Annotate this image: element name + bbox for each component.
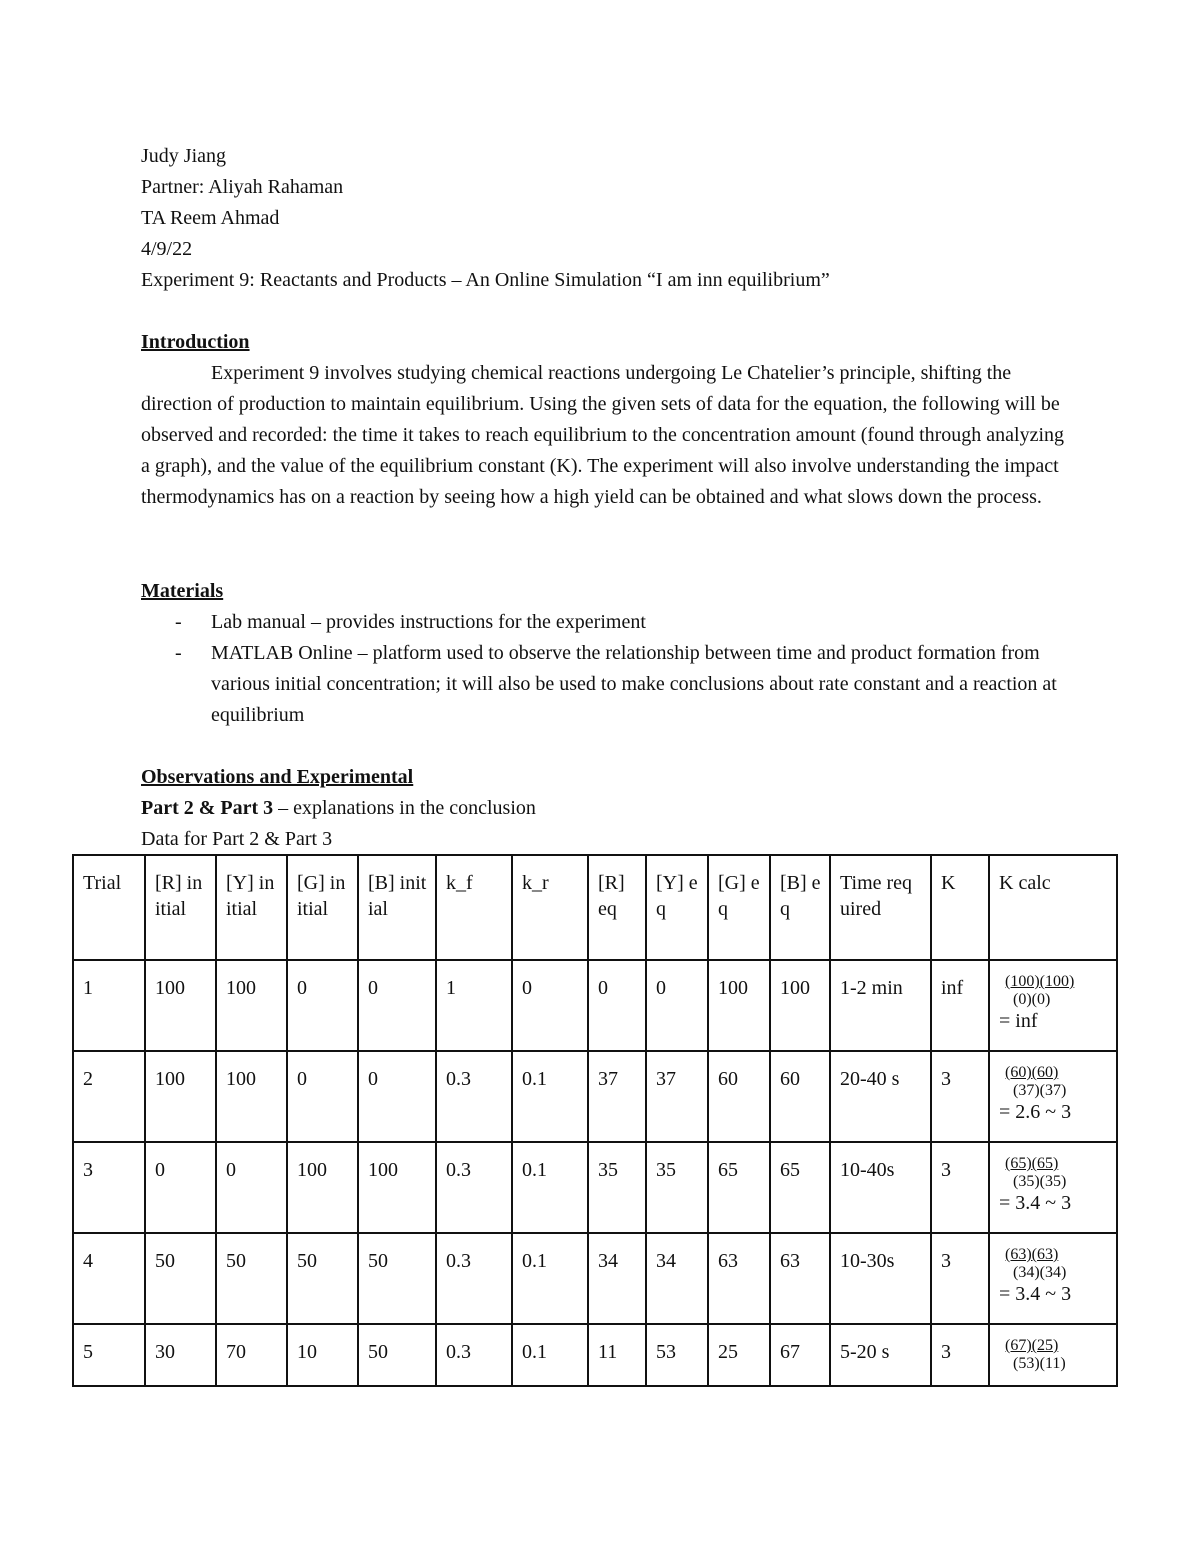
table-cell: 1 [73, 960, 145, 1051]
k-calc-result: = 2.6 ~ 3 [999, 1101, 1072, 1123]
table-row [73, 1142, 1117, 1233]
list-dash: - [175, 642, 182, 664]
fraction-denominator: (34)(34) [1013, 1264, 1067, 1281]
table-cell: 5 [73, 1324, 145, 1386]
table-cell: 100 [358, 1142, 436, 1233]
table-cell: 70 [216, 1324, 287, 1386]
table-cell: 3 [931, 1233, 989, 1324]
k-calc-fraction [999, 1246, 1108, 1282]
table-cell: 10-30s [830, 1233, 931, 1324]
table-cell: 10 [287, 1324, 358, 1386]
table-cell: 4 [73, 1233, 145, 1324]
table-cell: 100 [216, 960, 287, 1051]
table-cell: 65 [770, 1142, 830, 1233]
column-header: [R] initial [145, 855, 216, 960]
materials-list [141, 607, 1066, 731]
ta-line: TA Reem Ahmad [141, 207, 280, 229]
material-text: Lab manual – provides instructions for the experiment [211, 611, 646, 633]
table-cell: 3 [931, 1051, 989, 1142]
table-cell: 0 [512, 960, 588, 1051]
table-cell: 11 [588, 1324, 646, 1386]
table-cell: 0 [287, 1051, 358, 1142]
list-item [141, 607, 1066, 638]
column-header: [Y] initial [216, 855, 287, 960]
table-cell: 37 [646, 1051, 708, 1142]
column-header: [Y] eq [646, 855, 708, 960]
partner-line: Partner: Aliyah Rahaman [141, 176, 344, 198]
column-header: K [931, 855, 989, 960]
table-cell: 37 [588, 1051, 646, 1142]
table-cell: 50 [216, 1233, 287, 1324]
table-cell: 100 [708, 960, 770, 1051]
table-cell: 50 [287, 1233, 358, 1324]
table-cell: 0 [646, 960, 708, 1051]
table-cell: 1 [436, 960, 512, 1051]
table-cell: 50 [145, 1233, 216, 1324]
table-cell: 20-40 s [830, 1051, 931, 1142]
k-calc-fraction [999, 1155, 1108, 1191]
table-cell: 0.1 [512, 1142, 588, 1233]
table-cell: 0.1 [512, 1233, 588, 1324]
table-cell: inf [931, 960, 989, 1051]
table-row [73, 1233, 1117, 1324]
table-cell: 100 [216, 1051, 287, 1142]
table-caption: Data for Part 2 & Part 3 [141, 828, 333, 850]
table-cell: 0.3 [436, 1324, 512, 1386]
k-calc-fraction [999, 973, 1108, 1009]
table-cell: 35 [646, 1142, 708, 1233]
table-cell: 25 [708, 1324, 770, 1386]
table-cell: 2 [73, 1051, 145, 1142]
fraction-denominator: (53)(11) [1013, 1355, 1066, 1372]
table-cell: 0.1 [512, 1051, 588, 1142]
column-header: [B] initial [358, 855, 436, 960]
column-header: [G] initial [287, 855, 358, 960]
table-cell: 63 [708, 1233, 770, 1324]
k-calc-result: = inf [999, 1010, 1038, 1032]
table-cell: 0.3 [436, 1233, 512, 1324]
fraction-denominator: (35)(35) [1013, 1173, 1067, 1190]
k-calc-result: = 3.4 ~ 3 [999, 1283, 1072, 1305]
introduction-body: Experiment 9 involves studying chemical reactions undergoing Le Chatelier’s principle, shifting the direction of production to maintain equilibrium. Using the given sets of data for the equation, the following will be observed and recorded: the time it takes to reach equilibrium to the concentration amount (found through analyzing a graph), and the value of the equilibrium constant (K). The experiment will also involve understanding the impact thermodynamics has on a reaction by seeing how a high yield can be obtained and what slows down the process. [141, 362, 1065, 508]
fraction-numerator: (63)(63) [1005, 1246, 1059, 1263]
table-cell: 50 [358, 1324, 436, 1386]
table-cell: 30 [145, 1324, 216, 1386]
table-cell: 0 [358, 1051, 436, 1142]
table-cell: 35 [588, 1142, 646, 1233]
k-calc-cell [989, 1142, 1117, 1233]
column-header: [G] eq [708, 855, 770, 960]
k-calc-cell [989, 1324, 1117, 1386]
fraction-numerator: (60)(60) [1005, 1064, 1059, 1081]
table-cell: 0 [287, 960, 358, 1051]
table-cell: 60 [708, 1051, 770, 1142]
table-cell: 3 [73, 1142, 145, 1233]
k-calc-cell [989, 960, 1117, 1051]
table-cell: 3 [931, 1142, 989, 1233]
column-header: K calc [989, 855, 1117, 960]
table-cell: 0 [588, 960, 646, 1051]
table-cell: 3 [931, 1324, 989, 1386]
fraction-numerator: (65)(65) [1005, 1155, 1059, 1172]
material-text: MATLAB Online – platform used to observe the relationship between time and product formation from various initial concentration; it will also be used to make conclusions about rate constant and a reaction at equilibrium [211, 642, 1057, 726]
column-header: k_f [436, 855, 512, 960]
fraction-denominator: (0)(0) [1013, 991, 1051, 1008]
table-cell: 100 [145, 960, 216, 1051]
data-table [72, 854, 1118, 1387]
fraction-numerator: (67)(25) [1005, 1337, 1059, 1354]
subheading-bold: Part 2 & Part 3 [141, 797, 274, 819]
k-calc-result: = 3.4 ~ 3 [999, 1192, 1072, 1214]
column-header: k_r [512, 855, 588, 960]
table-cell: 0 [145, 1142, 216, 1233]
list-dash: - [175, 611, 182, 633]
k-calc-fraction [999, 1064, 1108, 1100]
column-header: Time required [830, 855, 931, 960]
date-line: 4/9/22 [141, 238, 193, 260]
subheading-rest: – explanations in the conclusion [273, 797, 536, 819]
k-calc-cell [989, 1051, 1117, 1142]
table-cell: 100 [770, 960, 830, 1051]
table-row [73, 1051, 1117, 1142]
header-row [73, 855, 1117, 960]
fraction-denominator: (37)(37) [1013, 1082, 1067, 1099]
table-cell: 0 [358, 960, 436, 1051]
k-calc-fraction [999, 1337, 1108, 1373]
table-cell: 100 [287, 1142, 358, 1233]
table-cell: 63 [770, 1233, 830, 1324]
observations-subheading [141, 793, 536, 824]
table-cell: 65 [708, 1142, 770, 1233]
table-cell: 10-40s [830, 1142, 931, 1233]
column-header: [R] eq [588, 855, 646, 960]
k-calc-cell [989, 1233, 1117, 1324]
table-cell: 5-20 s [830, 1324, 931, 1386]
table-cell: 34 [588, 1233, 646, 1324]
table-cell: 34 [646, 1233, 708, 1324]
observations-heading: Observations and Experimental [141, 766, 414, 788]
introduction-heading: Introduction [141, 331, 250, 353]
column-header: [B] eq [770, 855, 830, 960]
fraction-numerator: (100)(100) [1005, 973, 1075, 990]
table-cell: 0 [216, 1142, 287, 1233]
experiment-title: Experiment 9: Reactants and Products – An Online Simulation “I am inn equilibrium” [141, 269, 830, 291]
table-cell: 67 [770, 1324, 830, 1386]
table-cell: 0.1 [512, 1324, 588, 1386]
table-cell: 0.3 [436, 1142, 512, 1233]
list-item [141, 638, 1066, 731]
table-cell: 0.3 [436, 1051, 512, 1142]
table-cell: 60 [770, 1051, 830, 1142]
table-cell: 1-2 min [830, 960, 931, 1051]
table-cell: 100 [145, 1051, 216, 1142]
author-name: Judy Jiang [141, 145, 226, 167]
column-header: Trial [73, 855, 145, 960]
materials-heading: Materials [141, 580, 224, 602]
table-row [73, 960, 1117, 1051]
table-row [73, 1324, 1117, 1386]
table-cell: 53 [646, 1324, 708, 1386]
table-cell: 50 [358, 1233, 436, 1324]
